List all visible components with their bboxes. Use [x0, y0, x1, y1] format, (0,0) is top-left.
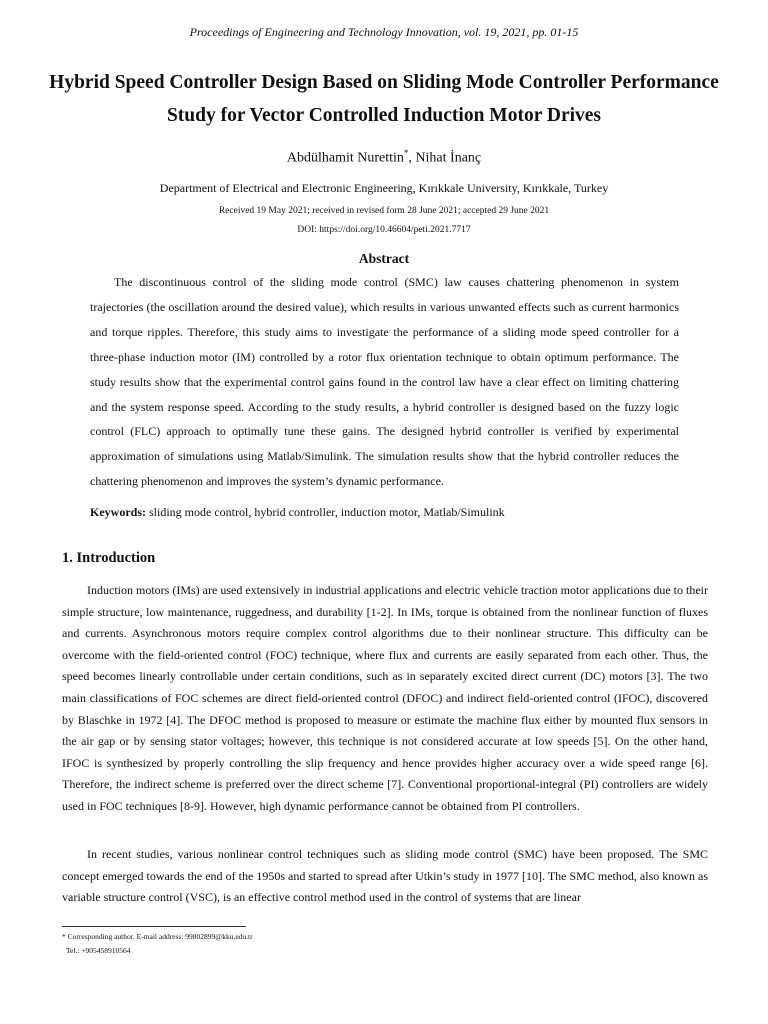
paper-title: Hybrid Speed Controller Design Based on Sliding Mode Controller Performance Study for Vector Controlled Induction Motor Drives	[49, 72, 719, 126]
affiliation: Department of Electrical and Electronic Engineering, Kırıkkale University, Kırıkkale, Turkey	[159, 181, 609, 195]
footnote-corresponding: * Corresponding author. E-mail address: 99802899@kku.edu.tr	[62, 932, 253, 941]
keywords-label: Keywords:	[90, 505, 146, 519]
received-dates: Received 19 May 2021; received in revised form 28 June 2021; accepted 29 June 2021	[218, 206, 550, 216]
author-first: Abdülhamit Nurettin	[286, 150, 404, 166]
journal-header: Proceedings of Engineering and Technology Innovation, vol. 19, 2021, pp. 01-15	[189, 25, 579, 39]
footnote-phone: Tel.: +905458910564	[66, 946, 131, 955]
keywords	[90, 505, 690, 520]
author-rest: , Nihat İnanç	[408, 150, 482, 166]
doi: DOI: https://doi.org/10.46604/peti.2021.7717	[297, 225, 471, 235]
section-heading-introduction: 1. Introduction	[62, 550, 156, 566]
footnote-rule	[62, 926, 246, 927]
authors	[0, 148, 768, 167]
intro-paragraph-1: Induction motors (IMs) are used extensively in industrial applications and electric vehicle traction motor applications due to their simple structure, low maintenance, ruggedness, and durability [1-2]. In IMs, torque is obtained from the nonlinear function of fluxes and currents. Asynchronous motors require complex control algorithms due to their nonlinear structure. This difficulty can be overcome with the field-oriented control (FOC) technique, where flux and currents are easily separated from each other. Thus, the speed becomes linearly controllable under certain conditions, such as in separately excited direct current (DC) motors [3]. The two main classifications of FOC schemes are direct field-oriented control (DFOC) and indirect field-oriented control (IFOC), discovered by Blaschke in 1972 [4]. The DFOC method is proposed to measure or estimate the machine flux either by mounted flux sensors in the air gap or by sensing stator voltages; however, this technique is not considered accurate at low speeds [5]. On the other hand, IFOC is synthesized by properly controlling the slip frequency and hence provides higher accuracy over a wide speed range [6]. Therefore, the indirect scheme is preferred over the direct scheme [7]. Conventional proportional-integral (PI) controllers are widely used in FOC techniques [8-9]. However, high dynamic performance cannot be obtained from PI controllers.	[62, 583, 708, 813]
intro-paragraph-2: In recent studies, various nonlinear control techniques such as sliding mode control (SMC) have been proposed. The SMC concept emerged towards the end of the 1950s and started to spread after Utkin’s study in 1977 [10]. The SMC method, also known as variable structure control (VSC), is an effective control method used in the control of systems that are linear	[62, 847, 708, 905]
abstract-text: The discontinuous control of the sliding mode control (SMC) law causes chattering phenomenon in system trajectories (the oscillation around the desired value), which results in various unwanted effects such as current harmonics and torque ripples. Therefore, this study aims to investigate the performance of a sliding mode speed controller for a three-phase induction motor (IM) controlled by a rotor flux orientation technique to obtain optimum performance. The study results show that the experimental control gains found in the control law have a clear effect on limiting chattering and the system response speed. According to the study results, a hybrid controller is designed based on the fuzzy logic control (FLC) approach to optimally tune these gains. The designed hybrid controller is verified by experimental approximation of simulations using Matlab/Simulink. The simulation results show that the hybrid controller reduces the chattering phenomenon and improves the system’s dynamic performance.	[90, 275, 679, 489]
abstract-heading: Abstract	[358, 251, 410, 266]
keywords-text: sliding mode control, hybrid controller, induction motor, Matlab/Simulink	[146, 505, 505, 519]
corresponding-mark: *	[403, 148, 409, 158]
